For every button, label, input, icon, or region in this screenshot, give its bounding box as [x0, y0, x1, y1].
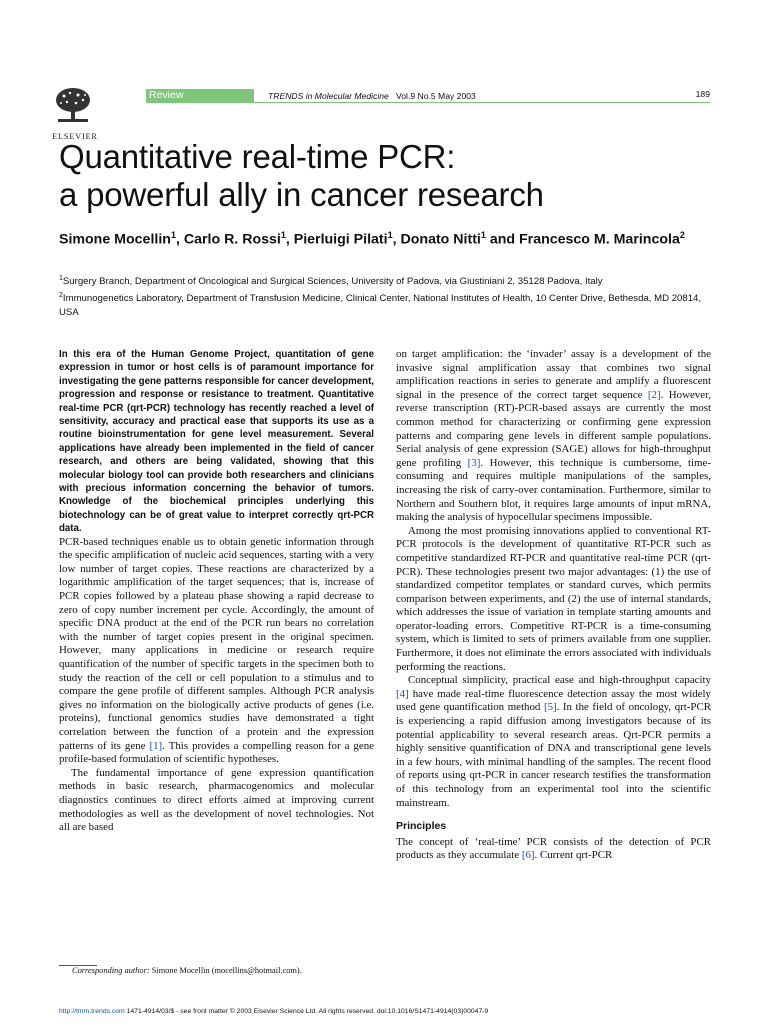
author-separator: and — [485, 231, 519, 248]
right-column — [396, 348, 711, 863]
body-text: PCR-based techniques enable us to obtain genetic information through the specific amplification of nucleic acid sequences, starting with a very low number of target copies. These reactions are characterized by a logarithmic amplification of the target sequences; that is, increase of PCR copies followed by a plateau phase showing a rapid decrease to zero of copy number increment per cycle. Accordingly, the amount of specific DNA product at the end of the PCR run bears no correlation with the number of target copies present in the original specimen. However, many applications in medicine or research require quantification of the number of specific targets in the specimen both to study the reaction of the cell or cell population to a stimulus and to compare the gene profile of different samples. Although PCR analysis gives no information on the biologically active products of genes (i.e. proteins), functional genomics studies have demonstrated a tight correlation between the function of a protein and the expression patterns of its gene — [59, 535, 374, 752]
body-text: Conceptual simplicity, practical ease and high-throughput capacity — [408, 674, 711, 687]
author-affiliation-mark: 1 — [280, 230, 286, 240]
reference-link[interactable]: [5] — [543, 701, 557, 714]
author-name: Donato Nitti — [400, 231, 481, 248]
body-paragraph — [396, 836, 711, 863]
body-text: . However, reverse transcription (RT)-PCR-based assays are currently the most common method for characterizing or confirming gene expression patterns and comparing gene levels in different sample populations. Serial analysis of gene expression (SAGE) allows for high-throughput gene profiling — [396, 388, 711, 469]
author-name: Francesco M. Marincola — [519, 231, 680, 248]
journal-volume: Vol.9 No.5 May 2003 — [396, 91, 476, 101]
author-affiliation-mark: 1 — [480, 230, 486, 240]
reference-link[interactable]: [1] — [149, 739, 163, 752]
section-tag: Review — [146, 89, 254, 102]
abstract: In this era of the Human Genome Project, quantitation of gene expression in tumor or host cells is of paramount importance for investigating the gene patterns responsible for cancer development, progression and response or resistance to treatment. Quantitative real-time PCR (qrt-PCR) technology has recently reached a level of sensitivity, accuracy and practical ease that supports its use as a routine bioinstrumentation for gene level measurement. Several applications have already been implemented in the field of cancer research, and others are being validated, showing that this molecular biology tool can provide both researchers and clinicians with precious information concerning the behavior of tumors. Knowledge of the biochemical principles underlying this biotechnology can be of great value to interpret correctly qrt-PCR data. — [59, 349, 374, 535]
author-name: Pierluigi Pilati — [293, 231, 388, 248]
body-paragraph — [396, 348, 711, 525]
elsevier-tree-icon — [52, 86, 94, 126]
author-affiliation-mark: 1 — [170, 230, 176, 240]
reference-link[interactable]: [2] — [647, 388, 661, 401]
author-name: Simone Mocellin — [59, 231, 171, 248]
title-line-1: Quantitative real-time PCR: — [59, 138, 456, 175]
reference-link[interactable]: [3] — [467, 456, 481, 469]
page-number: 189 — [695, 89, 710, 99]
affiliation-number: 1 — [59, 275, 63, 282]
author-affiliation-mark: 1 — [387, 230, 393, 240]
copyright-text: 1471-4914/03/$ - see front matter © 2003 Elsevier Science Ltd. All rights reserved. doi:10.1016/S1471-4914(03)00047-9 — [124, 1008, 489, 1015]
journal-url-link[interactable]: http://tmm.trends.com — [59, 1008, 125, 1015]
author-affiliation-mark: 2 — [679, 230, 685, 240]
affiliation-number: 2 — [59, 292, 63, 300]
body-paragraph: The fundamental importance of gene expression quantification methods in basic research, pharmacogenomics and molecular diagnostics continues to direct efforts aimed at improving current methodologies as well as the development of novel technologies. Not all are based — [59, 766, 374, 834]
body-text: . Current qrt-PCR — [534, 849, 613, 862]
reference-link[interactable]: [4] — [396, 687, 409, 700]
page-footer — [59, 1008, 488, 1015]
author-separator: , — [175, 231, 184, 248]
author-separator: , — [285, 231, 294, 248]
body-text: . This provides a compelling reason for a gene profile-based formulation of scientific hypotheses. — [59, 739, 374, 766]
body-paragraph — [59, 536, 374, 767]
affiliation-text: Surgery Branch, Department of Oncological and Surgical Sciences, University of Padova, via Giustiniani 2, 35128 Padova, Italy — [62, 276, 603, 288]
author-list — [59, 226, 719, 250]
body-text: . In the field of oncology, qrt-PCR is experiencing a rapid diffusion among investigators because of its potential applicability to several research areas. Qrt-PCR permits a highly sensitive quantification of DNA and transcriptional gene levels in a few hours, with minimal handling of the samples. The recent flood of reports using qrt-PCR in cancer research testifies the transformation of this technology from an experimental tool into the scientific mainstream. — [396, 701, 712, 809]
corresponding-author-note — [72, 966, 302, 975]
publisher-logo — [52, 86, 98, 141]
left-column — [59, 348, 374, 835]
body-paragraph: Among the most promising innovations applied to conventional RT-PCR protocols is the development of quantitative RT-PCR such as competitive standardized RT-PCR and quantitative real-time PCR (qrt-PCR). These technologies present two major advantages: (1) the use of standardized competitor templates or standard curves, which permits comparison between experiments, and (2) the use of internal standards, which addresses the issue of variation in template starting amounts and operator-loading errors. Competitive RT-PCR is a time-consuming system, which is limited to sets of primers available from one supplier. Furthermore, it does not eliminate the errors associated with individuals performing the reactions. — [396, 524, 711, 673]
footnote-text: Simone Mocellin (mocellins@hotmail.com). — [149, 966, 302, 975]
affiliation-item — [59, 272, 719, 289]
reference-link[interactable]: [6] — [521, 849, 535, 862]
footnote-label: Corresponding author: — [72, 966, 150, 975]
body-text: The concept of ‘real-time’ PCR consists of the detection of PCR products as they accumulate — [396, 835, 711, 862]
body-text: on target amplification: the ‘invader’ assay is a development of the invasive signal amplification assay that combines two signal amplification reactions in series to generate and amplify a fluorescent signal in the presence of the correct target sequence — [396, 348, 711, 401]
affiliations — [59, 272, 719, 320]
affiliation-text: Immunogenetics Laboratory, Department of Transfusion Medicine, Clinical Center, National Institutes of Health, 10 Center Drive, Bethesda, MD 20814, USA — [59, 293, 702, 319]
body-text: have made real-time fluorescence detection assay the most widely used gene quantification method — [396, 687, 711, 714]
body-paragraph — [396, 674, 711, 810]
body-text: . However, this technique is cumbersome, time-consuming and requires multiple manipulations of the samples, increasing the risk of carry-over contamination. Furthermore, similar to Northern and Southern blot, it requires large amounts of input mRNA, making the analysis of hypocellular specimens impossible. — [396, 456, 711, 524]
title-line-2: a powerful ally in cancer research — [59, 176, 544, 213]
publisher-logo-text: ELSEVIER — [52, 132, 98, 141]
section-heading: Principles — [396, 820, 447, 833]
header-rule — [146, 102, 710, 103]
affiliation-item — [59, 289, 719, 320]
journal-name: TRENDS in Molecular Medicine — [268, 91, 389, 101]
article-title — [59, 138, 719, 214]
author-separator: , — [392, 231, 401, 248]
author-name: Carlo R. Rossi — [183, 231, 281, 248]
journal-citation — [268, 91, 476, 101]
